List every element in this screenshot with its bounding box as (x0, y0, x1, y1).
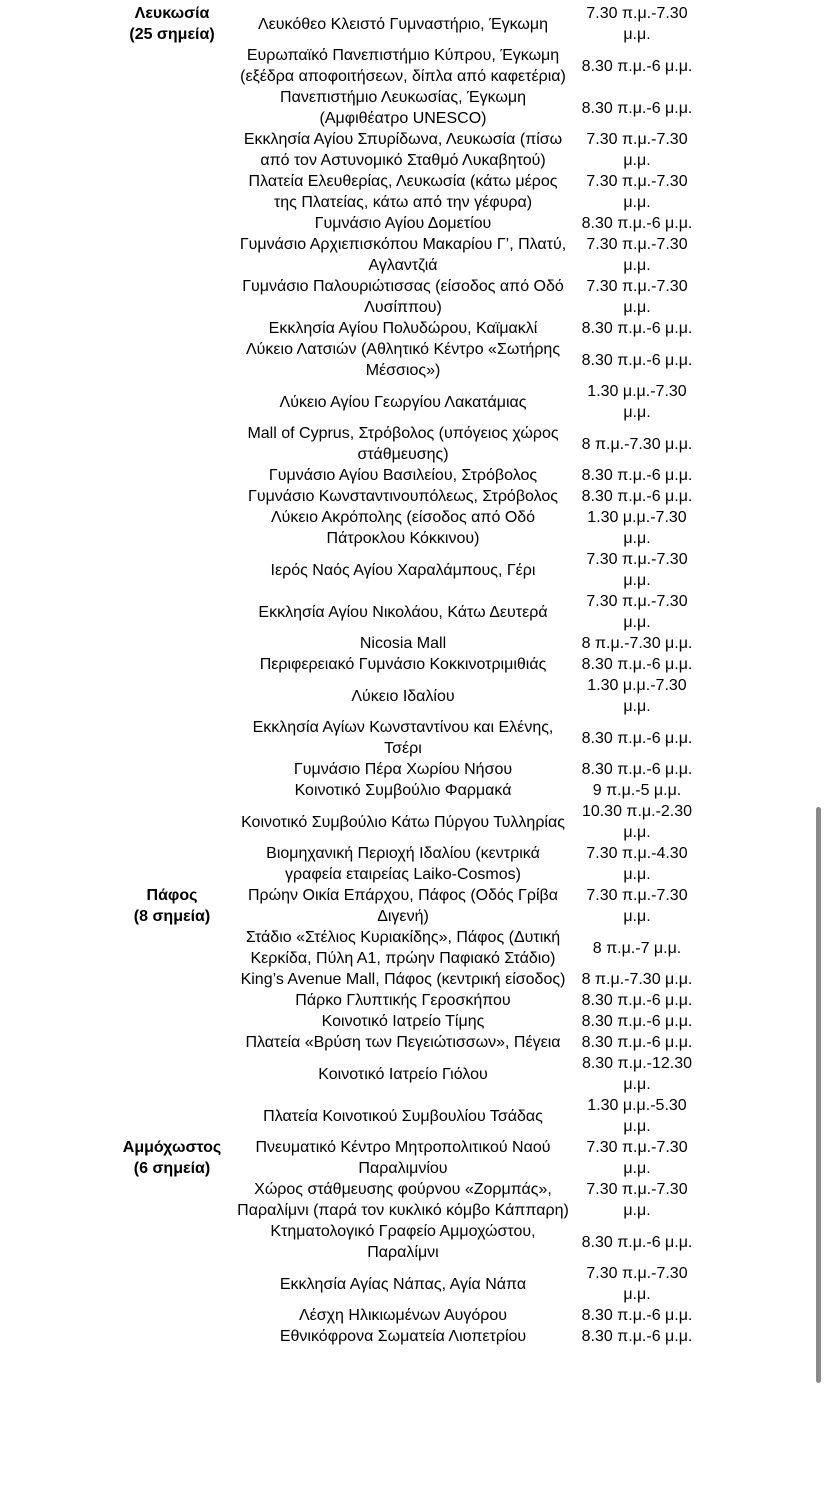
region-cell (111, 3, 233, 885)
hours-cell: 7.30 π.μ.-7.30 μ.μ. (586, 593, 688, 631)
location-cell: Χώρος στάθμευσης φούρνου «Ζορμπάς», Παραλίμνι (παρά τον κυκλικό κόμβο Κάππαρη) (237, 1181, 569, 1219)
location-cell: Εθνικόφρονα Σωματεία Λιοπετρίου (279, 1328, 527, 1345)
hours-cell: 7.30 π.μ.-7.30 μ.μ. (586, 131, 688, 169)
hours-cell: 8.30 π.μ.-6 μ.μ. (581, 729, 693, 747)
region-count: (6 σημεία) (133, 1160, 211, 1177)
vertical-scrollbar-thumb[interactable] (816, 807, 821, 1383)
hours-cell: 1.30 μ.μ.-5.30 μ.μ. (587, 1097, 687, 1135)
location-cell: Πάρκο Γλυπτικής Γεροσκήπου (295, 992, 511, 1009)
location-cell: Λέσχη Ηλικιωμένων Αυγόρου (298, 1307, 508, 1324)
table-row (111, 1137, 701, 1179)
location-cell: Περιφερειακό Γυμνάσιο Κοκκινοτριμιθιάς (259, 656, 547, 673)
hours-cell: 7.30 π.μ.-7.30 μ.μ. (586, 1265, 688, 1303)
hours-cell: 8 π.μ.-7.30 μ.μ. (581, 971, 693, 988)
hours-cell: 8.30 π.μ.-6 μ.μ. (581, 57, 693, 75)
hours-cell: 8.30 π.μ.-6 μ.μ. (581, 488, 693, 505)
location-cell: Γυμνάσιο Αγίου Βασιλείου, Στρόβολος (268, 467, 538, 484)
location-cell: Πλατεία «Βρύση των Πεγειώτισσων», Πέγεια (245, 1034, 561, 1051)
hours-cell: 7.30 π.μ.-7.30 μ.μ. (586, 5, 688, 43)
page (0, 3, 828, 1489)
hours-cell: 8.30 π.μ.-6 μ.μ. (581, 1034, 693, 1051)
location-cell: Λύκειο Ιδαλίου (351, 687, 455, 705)
region-count: (8 σημεία) (133, 908, 211, 925)
hours-cell: 8.30 π.μ.-6 μ.μ. (581, 320, 693, 337)
location-cell: Γυμνάσιο Πέρα Χωρίου Νήσου (293, 761, 513, 778)
location-cell: Λύκειο Αγίου Γεωργίου Λακατάμιας (279, 393, 527, 411)
hours-cell: 8.30 π.μ.-6 μ.μ. (581, 761, 693, 778)
hours-cell: 8.30 π.μ.-6 μ.μ. (581, 351, 693, 369)
schedule-table-body (111, 3, 701, 1347)
hours-cell: 8.30 π.μ.-6 μ.μ. (581, 99, 693, 117)
location-cell: Λύκειο Λατσιών (Αθλητικό Κέντρο «Σωτήρης Μέσσιος») (245, 341, 561, 379)
location-cell: Nicosia Mall (359, 635, 447, 652)
hours-cell: 8 π.μ.-7 μ.μ. (592, 939, 682, 957)
location-cell: Κοινοτικό Συμβούλιο Κάτω Πύργου Τυλληρίας (241, 813, 565, 831)
hours-cell: 8.30 π.μ.-6 μ.μ. (581, 1307, 693, 1324)
location-cell: Mall of Cyprus, Στρόβολος (υπόγειος χώρος στάθμευσης) (247, 425, 559, 463)
region-name: Λευκωσία (134, 5, 210, 22)
location-cell: Ιερός Ναός Αγίου Χαραλάμπους, Γέρι (270, 561, 536, 579)
hours-cell: 8.30 π.μ.-6 μ.μ. (581, 1328, 693, 1345)
location-cell: Γυμνάσιο Αγίου Δομετίου (314, 215, 492, 232)
table-row (111, 3, 701, 45)
location-cell: Γυμνάσιο Παλουριώτισσας (είσοδος από Οδό Λυσίππου) (242, 278, 564, 316)
location-cell: Κοινοτικό Συμβούλιο Φαρμακά (294, 782, 512, 799)
location-cell: Εκκλησία Αγίου Πολυδώρου, Καϊμακλί (268, 320, 538, 337)
location-cell: Γυμνάσιο Αρχιεπισκόπου Μακαρίου Γ’, Πλατύ, Αγλαντζιά (239, 236, 567, 274)
location-cell: Κτηματολογικό Γραφείο Αμμοχώστου, Παραλίμνι (270, 1223, 536, 1261)
hours-cell: 7.30 π.μ.-4.30 μ.μ. (586, 845, 688, 883)
hours-cell: 7.30 π.μ.-7.30 μ.μ. (586, 173, 688, 211)
hours-cell: 7.30 π.μ.-7.30 μ.μ. (586, 1139, 688, 1177)
location-cell: Κοινοτικό Ιατρείο Γιόλου (318, 1065, 488, 1083)
region-cell (111, 1137, 233, 1347)
hours-cell: 8 π.μ.-7.30 μ.μ. (581, 435, 693, 453)
region-cell (111, 885, 233, 1137)
location-cell: Κοινοτικό Ιατρείο Τίμης (321, 1013, 485, 1030)
region-name: Αμμόχωστος (122, 1139, 222, 1156)
region-name: Πάφος (146, 887, 198, 904)
region-count: (25 σημεία) (129, 26, 215, 43)
location-cell: Στάδιο «Στέλιος Κυριακίδης», Πάφος (Δυτική Κερκίδα, Πύλη Α1, πρώην Παφιακό Στάδιο) (245, 929, 561, 967)
location-cell: Εκκλησία Αγίων Κωνσταντίνου και Ελένης, Τσέρι (252, 719, 554, 757)
hours-cell: 8.30 π.μ.-6 μ.μ. (581, 656, 693, 673)
location-cell: Εκκλησία Αγίου Νικολάου, Κάτω Δευτερά (258, 603, 548, 621)
hours-cell: 1.30 μ.μ.-7.30 μ.μ. (587, 383, 687, 421)
hours-cell: 8.30 π.μ.-12.30 μ.μ. (581, 1055, 693, 1093)
location-cell: Πνευματικό Κέντρο Μητροπολιτικού Ναού Παραλιμνίου (255, 1139, 551, 1177)
location-cell: Πλατεία Ελευθερίας, Λευκωσία (κάτω μέρος της Πλατείας, κάτω από την γέφυρα) (248, 173, 558, 211)
table-row (111, 885, 701, 927)
location-cell: Πανεπιστήμιο Λευκωσίας, Έγκωμη (Αμφιθέατρο UNESCO) (280, 89, 526, 127)
location-cell: Πρώην Οικία Επάρχου, Πάφος (Οδός Γρίβα Διγενή) (248, 887, 558, 925)
location-cell: Ευρωπαϊκό Πανεπιστήμιο Κύπρου, Έγκωμη (εξέδρα αποφοιτήσεων, δίπλα από καφετέρια) (240, 47, 566, 85)
hours-cell: 8 π.μ.-7.30 μ.μ. (581, 635, 693, 652)
schedule-table (108, 3, 704, 1347)
location-cell: Λευκόθεο Κλειστό Γυμναστήριο, Έγκωμη (257, 15, 549, 33)
location-cell: Εκκλησία Αγίας Νάπας, Αγία Νάπα (279, 1275, 527, 1293)
hours-cell: 8.30 π.μ.-6 μ.μ. (581, 992, 693, 1009)
hours-cell: 1.30 μ.μ.-7.30 μ.μ. (587, 677, 687, 715)
hours-cell: 7.30 π.μ.-7.30 μ.μ. (586, 278, 688, 316)
hours-cell: 1.30 μ.μ.-7.30 μ.μ. (587, 509, 687, 547)
hours-cell: 8.30 π.μ.-6 μ.μ. (581, 215, 693, 232)
hours-cell: 8.30 π.μ.-6 μ.μ. (581, 1013, 693, 1030)
location-cell: Λύκειο Ακρόπολης (είσοδος από Οδό Πάτροκλου Κόκκινου) (270, 509, 536, 547)
hours-cell: 10.30 π.μ.-2.30 μ.μ. (581, 803, 693, 841)
location-cell: Βιομηχανική Περιοχή Ιδαλίου (κεντρικά γραφεία εταιρείας Laiko-Cosmos) (266, 845, 540, 883)
hours-cell: 7.30 π.μ.-7.30 μ.μ. (586, 887, 688, 925)
hours-cell: 7.30 π.μ.-7.30 μ.μ. (586, 1181, 688, 1219)
location-cell: King’s Avenue Mall, Πάφος (κεντρική είσοδος) (240, 971, 566, 988)
hours-cell: 8.30 π.μ.-6 μ.μ. (581, 1233, 693, 1251)
hours-cell: 9 π.μ.-5 μ.μ. (592, 782, 682, 799)
location-cell: Πλατεία Κοινοτικού Συμβουλίου Τσάδας (263, 1107, 543, 1125)
hours-cell: 7.30 π.μ.-7.30 μ.μ. (586, 551, 688, 589)
hours-cell: 7.30 π.μ.-7.30 μ.μ. (586, 236, 688, 274)
hours-cell: 8.30 π.μ.-6 μ.μ. (581, 467, 693, 484)
location-cell: Γυμνάσιο Κωνσταντινουπόλεως, Στρόβολος (248, 488, 558, 505)
location-cell: Εκκλησία Αγίου Σπυρίδωνα, Λευκωσία (πίσω από τον Αστυνομικό Σταθμό Λυκαβητού) (243, 131, 563, 169)
